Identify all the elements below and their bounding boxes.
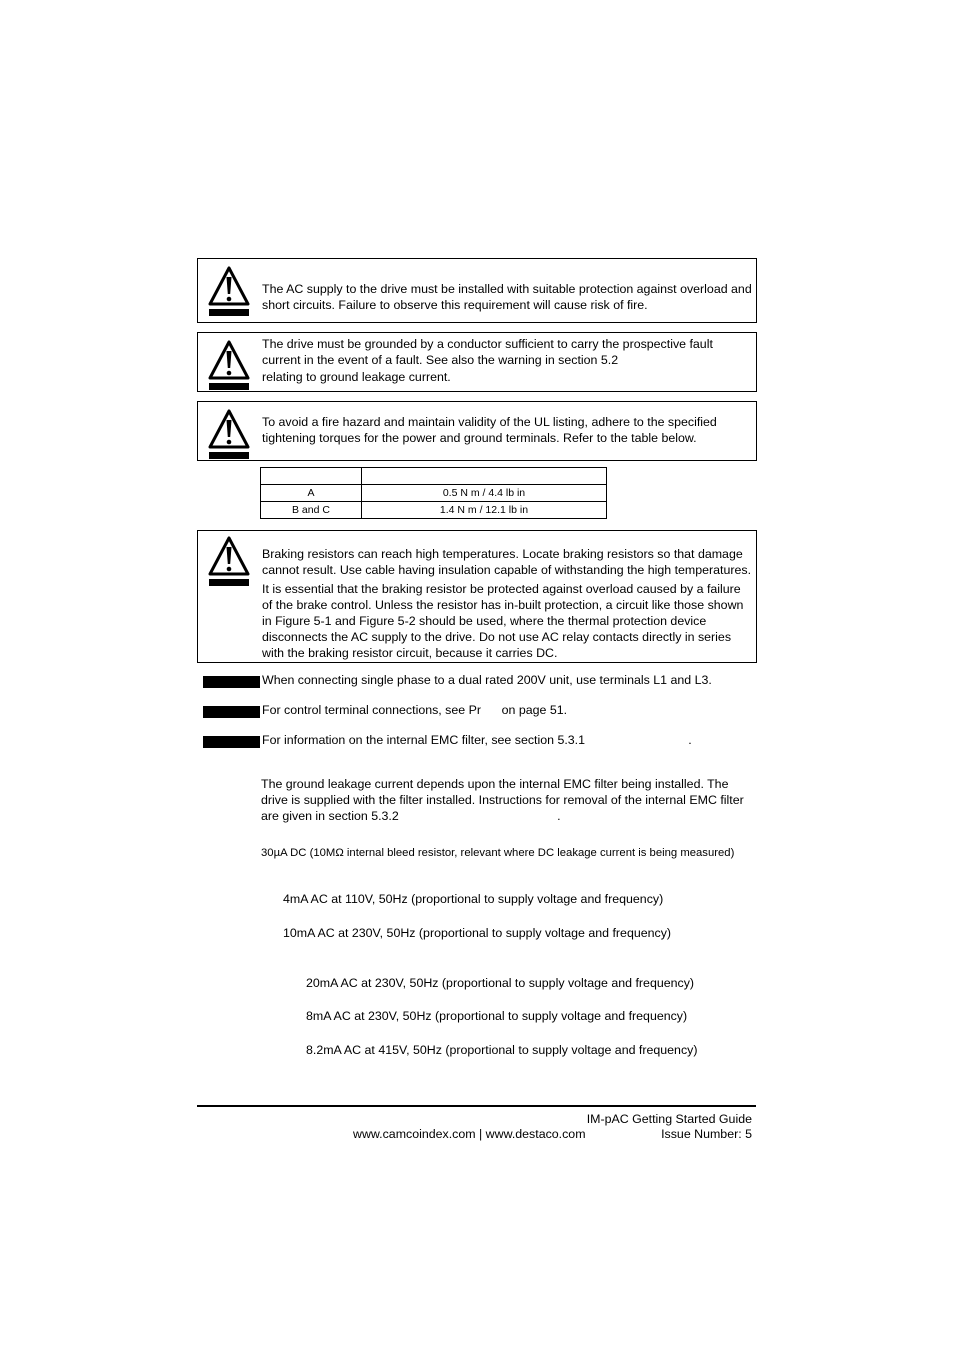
leakage-item: 20mA AC at 230V, 50Hz (proportional to supply voltage and frequency) [306, 976, 695, 990]
warning-text [262, 336, 754, 385]
leakage-item: 4mA AC at 110V, 50Hz (proportional to supply voltage and frequency) [283, 892, 664, 906]
warning-text: Braking resistors can reach high temperatures. Locate braking resistors so that damage cannot result. Use cable having insulation capable of withstanding the high temperatures. [262, 547, 752, 577]
torque-cell: 0.5 N m / 4.4 lb in [362, 485, 607, 502]
table-header-cell [261, 468, 362, 485]
leakage-item: 10mA AC at 230V, 50Hz (proportional to supply voltage and frequency) [283, 926, 672, 940]
warning-text: To avoid a fire hazard and maintain validity of the UL listing, adhere to the specified tightening torques for the power and ground terminals. Refer to the table below. [262, 415, 717, 445]
warning-triangle-icon [207, 339, 251, 391]
warning-box-braking [197, 530, 757, 663]
footer-rule [197, 1105, 756, 1107]
drive-size-cell: B and C [261, 502, 362, 519]
warning-triangle-icon [207, 265, 251, 317]
warning-triangle-icon [207, 535, 251, 587]
table-row [261, 485, 607, 502]
footer-issue-number: Issue Number: 5 [661, 1127, 752, 1141]
note-text: For control terminal connections, see Pr on page 51. [262, 703, 568, 717]
warning-text: The AC supply to the drive must be installed with suitable protection against overload and short circuits. Failure to observe this requirement will cause risk of fire. [262, 282, 752, 312]
drive-size-cell: A [261, 485, 362, 502]
leakage-item: 8mA AC at 230V, 50Hz (proportional to supply voltage and frequency) [306, 1009, 688, 1023]
footer-guide-title: IM-pAC Getting Started Guide [586, 1112, 752, 1126]
warning-text-line: The drive must be grounded by a conductor sufficient to carry the prospective fault current in the event of a fault. See also the warning in section 5.2 [262, 337, 713, 367]
table-header-row [261, 468, 607, 485]
note-bar-icon [203, 736, 260, 748]
warning-text-line: relating to ground leakage current. [262, 370, 451, 384]
table-row [261, 502, 607, 519]
torque-table [260, 467, 607, 519]
note-text: For information on the internal EMC filter, see section 5.3.1 . [262, 733, 692, 747]
note-text: When connecting single phase to a dual rated 200V unit, use terminals L1 and L3. [262, 673, 712, 687]
warning-text: It is essential that the braking resistor be protected against overload caused by a failure of the brake control. Unless the resistor has in-built protection, a circuit like those shown in Figure 5-1 and Figure 5-2 should be used, where the thermal protection device disconnects the AC supply to the drive. Do not use AC relay contacts directly in series with the braking resistor circuit, because it carries DC. [262, 582, 744, 660]
note-bar-icon [203, 676, 260, 688]
leakage-item: 8.2mA AC at 415V, 50Hz (proportional to supply voltage and frequency) [306, 1043, 698, 1057]
warning-triangle-icon [207, 408, 251, 460]
footer-websites: www.camcoindex.com | www.destaco.com [353, 1127, 586, 1141]
warning-box-grounding [197, 332, 757, 392]
leakage-dc-value: 30µA DC (10MΩ internal bleed resistor, relevant where DC leakage current is being measured) [261, 847, 735, 859]
note-bar-icon [203, 706, 260, 718]
warning-box-ul-listing [197, 401, 757, 461]
torque-cell: 1.4 N m / 12.1 lb in [362, 502, 607, 519]
table-header-cell [362, 468, 607, 485]
leakage-intro: The ground leakage current depends upon the internal EMC filter being installed. The drive is supplied with the filter installed. Instructions for removal of the internal EMC filter are given in section 5.3.2 . [261, 777, 748, 823]
warning-box-overload [197, 258, 757, 323]
